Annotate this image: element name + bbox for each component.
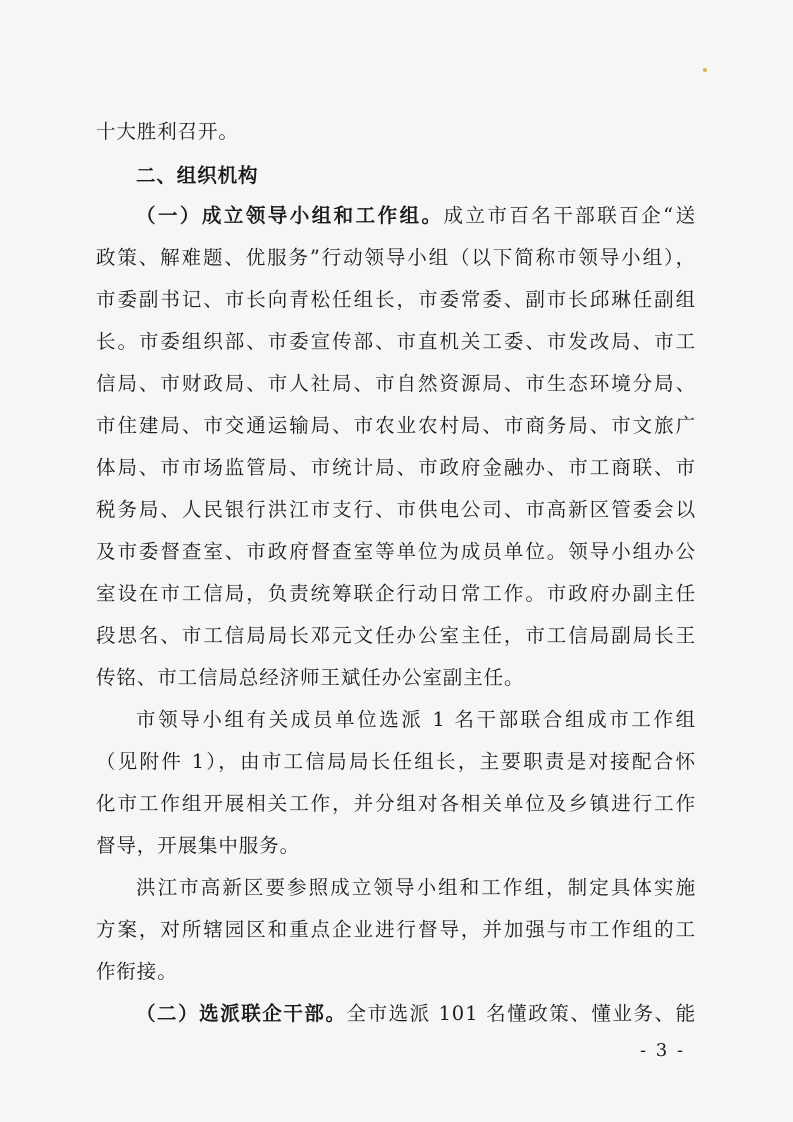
page-number: - 3 - [640, 1040, 686, 1061]
text-line-13: 段思名、市工信局局长邓元文任办公室主任，市工信局副局长王 [96, 624, 696, 647]
text-line-1: 十大胜利召开。 [96, 120, 239, 143]
text-line-8: 市住建局、市交通运输局、市农业农村局、市商务局、市文旅广 [96, 414, 696, 437]
subheading-bold-2: （二）选派联企干部。 [136, 1002, 347, 1025]
text-line-4: 政策、解难题、优服务”行动领导小组（以下简称市领导小组）， [96, 246, 696, 269]
text-line-10: 税务局、人民银行洪江市支行、市供电公司、市高新区管委会以 [96, 498, 696, 521]
section-heading: 二、组织机构 [136, 164, 259, 187]
text-line-6: 长。市委组织部、市委宣传部、市直机关工委、市发改局、市工 [96, 330, 696, 353]
text-line-9: 体局、市市场监管局、市统计局、市政府金融办、市工商联、市 [96, 456, 696, 479]
text-line-15: 市领导小组有关成员单位选派 1 名干部联合组成市工作组 [136, 708, 696, 731]
subheading-line: （一）成立领导小组和工作组。成立市百名干部联百企“送 [136, 204, 696, 227]
text-line-11: 及市委督查室、市政府督查室等单位为成员单位。领导小组办公 [96, 540, 696, 563]
subheading-bold: （一）成立领导小组和工作组。 [136, 204, 444, 227]
text-line-18: 督导，开展集中服务。 [96, 834, 301, 857]
paper-speck [703, 68, 707, 72]
text-line-19: 洪江市高新区要参照成立领导小组和工作组，制定具体实施 [136, 876, 696, 899]
text-line-5: 市委副书记、市长向青松任组长，市委常委、副市长邱琳任副组 [96, 288, 696, 311]
text-line-21: 作衔接。 [96, 960, 178, 983]
text-line-20: 方案，对所辖园区和重点企业进行督导，并加强与市工作组的工 [96, 918, 696, 941]
text-line-16: （见附件 1），由市工信局局长任组长，主要职责是对接配合怀 [96, 750, 696, 773]
text-line-14: 传铭、市工信局总经济师王斌任办公室副主任。 [96, 666, 525, 689]
text-line-17: 化市工作组开展相关工作，并分组对各相关单位及乡镇进行工作 [96, 792, 696, 815]
text-line-7: 信局、市财政局、市人社局、市自然资源局、市生态环境分局、 [96, 372, 696, 395]
text-line-12: 室设在市工信局，负责统筹联企行动日常工作。市政府办副主任 [96, 582, 696, 605]
subheading-line-2: （二）选派联企干部。全市选派 101 名懂政策、懂业务、能 [136, 1002, 696, 1025]
